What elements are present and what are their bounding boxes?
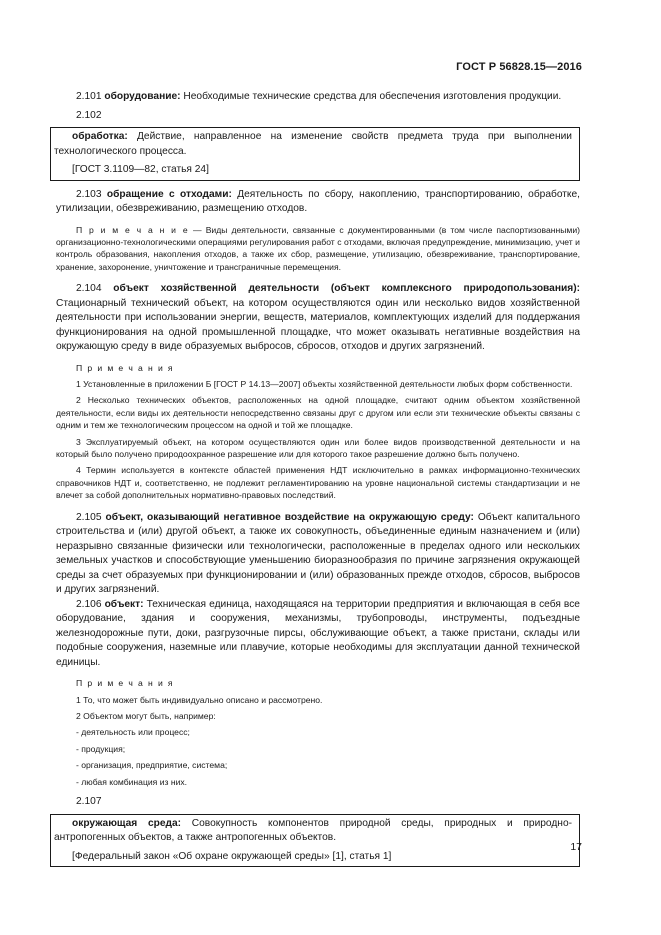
term-title: оборудование: [104, 91, 181, 102]
term-definition: Действие, направленное на изменение свойств предмета труда при выполнении технологического процесса. [54, 131, 572, 157]
term-number: 2.103 [76, 188, 102, 200]
term-number: 2.104 [76, 283, 102, 295]
term-title: обработка: [72, 131, 128, 142]
term-definition: Совокупность компонентов природной среды, природных и природно-антропогенных объектов, а также антропогенных объектов. [54, 817, 572, 844]
notes-label: П р и м е ч а н и я [76, 678, 174, 689]
term-number: 2.101 [76, 91, 102, 102]
term-2-102 [54, 130, 572, 159]
term-title: объект: [104, 598, 144, 610]
term-2-106 [56, 598, 580, 671]
term-number: 2.105 [76, 511, 102, 523]
term-source: [Федеральный закон «Об охране окружающей среды» [1], статья 1] [72, 850, 392, 862]
standard-header: ГОСТ Р 56828.15—2016 [456, 61, 582, 73]
note-item: 4 Термин используется в контексте областей применения НДТ исключительно в рамках информационно-технических справочников НДТ и, соответственно, не подлежит регламентированию на уровне национальной системы стандартизации и не влечет за собой дополнительных нормативно-правовых последствий. [56, 465, 580, 501]
term-title: обращение с отходами: [106, 188, 232, 200]
term-number: 2.106 [76, 598, 102, 610]
note-label: П р и м е ч а н и е [76, 224, 190, 235]
term-definition: Стационарный технический объект, на котором осуществляются один или несколько видов хозяйственной деятельности при использовании энергии, веществ, материалов, комплектующих изделий для поддержания функционирования на одной промышленной площадке, что может оказывать негативные воздействия на окружающую среду в виде образуемых выбросов, сбросов, отходов и других загрязнений. [56, 297, 580, 353]
term-2-103-note [56, 224, 580, 274]
term-2-107-box [50, 814, 580, 868]
term-title: объект хозяйственной деятельности (объект комплексного природопользования): [113, 283, 580, 295]
term-definition: Техническая единица, находящаяся на территории предприятия и включающая в себя все оборудование, здания и сооружения, механизмы, трубопроводы, инструменты, подъездные железнодорожные пути, доки, разгрузочные пирсы, обслуживающие объект, а также пристани, склады или подобные сооружения, наземные или плавучие, которые необходимы для эксплуатации данной технической единицы. [56, 598, 580, 668]
term-definition: Объект капитального строительства и (или) другой объект, а также их совокупность, объединенные единым назначением и (или) неразрывно связанные физически или технологически, расположенные в пределах одного или нескольких земельных участков и способствующие уменьшению биоразнообразия по причине загрязнения окружающей среды за счет образуемых при функционировании и (или) образованных прежде отходов, сбросов, выбросов и других загрязнений. [56, 511, 581, 596]
term-2-103 [56, 188, 580, 217]
term-title: объект, оказывающий негативное воздействие на окружающую среду: [105, 511, 474, 523]
term-title: окружающая среда: [72, 817, 182, 829]
term-source: [ГОСТ 3.1109—82, статья 24] [72, 164, 209, 175]
list-item: - организация, предприятие, система; [76, 760, 228, 771]
term-2-104 [56, 282, 580, 355]
note-item: 3 Эксплуатируемый объект, на котором осуществляются один или более видов производственной деятельности и на который было получено природоохранное разрешение или для которого такое разрешение должно быть получено. [56, 436, 580, 460]
term-2-101 [56, 90, 580, 105]
list-item: - продукция; [76, 743, 126, 754]
note-item: 2 Несколько технических объектов, расположенных на одной площадке, считают одним объектом хозяйственной деятельности, если виды их деятельности непосредственно связаны друг с другом или если эти технические объекты связаны с одним и тем же технологическим процессом на одной и той же площадке. [56, 395, 580, 431]
note-item: 2 Объектом могут быть, например: [76, 711, 216, 721]
page-number: 17 [570, 841, 582, 853]
term-2-102-box [50, 127, 580, 181]
note-item: 1 То, что может быть индивидуально описано и рассмотрено. [76, 694, 323, 705]
list-item: - любая комбинация из них. [76, 776, 188, 787]
term-2-107 [54, 817, 572, 846]
list-item: - деятельность или процесс; [76, 727, 190, 738]
term-2-107-number: 2.107 [76, 796, 102, 808]
page-content [56, 90, 580, 867]
note-item: 1 Установленные в приложении Б [ГОСТ Р 14.13—2007] объекты хозяйственной деятельности любых форм собственности. [76, 379, 573, 390]
term-2-102-number: 2.102 [76, 109, 102, 121]
term-definition: Необходимые технические средства для обеспечения изготовления продукции. [180, 91, 562, 102]
term-definition: Деятельность по сбору, накоплению, транспортированию, обработке, утилизации, обезвреживанию, размещению отходов. [56, 188, 581, 214]
notes-label: П р и м е ч а н и я [76, 362, 174, 373]
note-text: — Виды деятельности, связанные с документированными (в том числе паспортизованными) организационно-технологическими операциями регулирования работ с отходами, включая предупреждение, минимизацию, учет и контроль образования, накопления отходов, а также их сбор, размещение, утилизацию, обезвреживание, транспортирование, хранение, захоронение, уничтожение и трансграничные перемещения. [56, 224, 580, 272]
term-2-105 [56, 511, 580, 598]
